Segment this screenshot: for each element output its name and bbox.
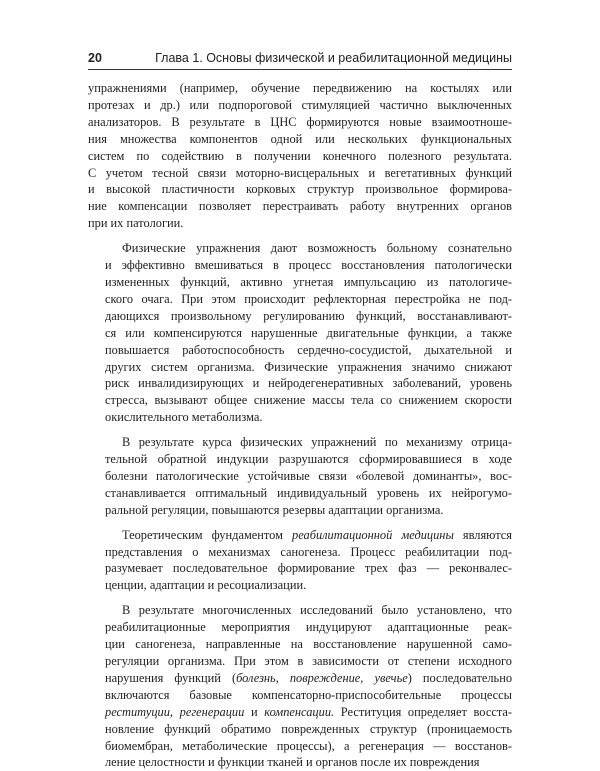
paragraph xyxy=(88,80,512,232)
text-line: С учетом тесной связи моторно-висцеральных и вегетативных функций xyxy=(88,165,512,180)
text-line: ции саногенеза, направленные на восстановление нарушенной само- xyxy=(105,637,512,652)
text-line: ральной регуляции, повышаются резервы адаптации организма. xyxy=(105,502,444,517)
text-line: тельной обратной индукции разрушаются сформировавшиеся в ходе xyxy=(105,452,512,467)
paragraph xyxy=(88,434,512,519)
running-title: Глава 1. Основы физической и реабилитационной медицины xyxy=(155,51,512,65)
page-number: 20 xyxy=(88,51,102,65)
text-line: измененных функций, активно угнетая импульсацию из патологиче- xyxy=(105,274,512,289)
text-line: болезни патологические устойчивые связи «болевой доминанты», вос- xyxy=(105,468,512,483)
paragraph xyxy=(88,602,512,771)
text-body xyxy=(88,80,512,771)
text-line: протезах и др.) или подпороговой стимуляцией частично выключенных xyxy=(88,97,512,112)
text-line: представления о механизмах саногенеза. Процесс реабилитации под- xyxy=(105,544,512,559)
text-line: В результате курса физических упражнений по механизму отрица- xyxy=(122,435,512,450)
text-line: дающихся произвольному регулированию функций, восстанавливают- xyxy=(105,308,512,323)
text-line: станавливается оптимальный индивидуальный уровень их нейрогумо- xyxy=(105,485,512,500)
text-line: ление целостности и функции тканей и органов после их повреждения xyxy=(105,755,480,770)
text-line: реабилитационные мероприятия индуцируют адаптационные реак- xyxy=(105,620,512,635)
text-line: ния множества компонентов одной или нескольких функциональных xyxy=(88,131,512,146)
text-line: реституции, регенерации и компенсации. Реституция определяет восста- xyxy=(105,704,512,719)
text-line: упражнениями (например, обучение передвижению на костылях или xyxy=(88,81,512,95)
page-header xyxy=(88,49,512,70)
text-line: анализаторов. В результате в ЦНС формируются новые взаимоотноше- xyxy=(88,114,512,129)
text-line: ние компенсации позволяет перестраивать работу внутренних органов xyxy=(88,199,512,214)
text-line: нарушения функций (болезнь, повреждение, увечье) последовательно xyxy=(105,670,512,685)
text-line: В результате многочисленных исследований было установлено, что xyxy=(122,603,512,618)
text-line: повышается работоспособность сердечно-сосудистой, дыхательной и xyxy=(105,342,512,357)
text-line: Физические упражнения дают возможность больному сознательно xyxy=(122,241,512,256)
text-line: других систем организма. Физические упражнения значимо снижают xyxy=(105,359,512,374)
text-line: риск инвалидизирующих и нейродегенеративных заболеваний, уровень xyxy=(105,376,512,391)
paragraph xyxy=(88,527,512,595)
text-line: при их патологии. xyxy=(88,216,184,231)
text-line: и высокой пластичности корковых структур произвольное формирова- xyxy=(88,182,512,197)
text-line: регуляции организма. При этом в зависимости от степени исходного xyxy=(105,654,512,668)
text-line: и эффективно вмешиваться в процесс восстановления патологически xyxy=(105,258,512,273)
text-line: ского очага. При этом происходит рефлекторная перестройка не под- xyxy=(105,291,512,306)
paragraph xyxy=(88,240,512,426)
text-line: Теоретическим фундаментом реабилитационной медицины являются xyxy=(122,527,512,542)
text-line: биомембран, метаболические процессы), а регенерация — восстанов- xyxy=(105,738,512,753)
text-line: ценции, адаптации и ресоциализации. xyxy=(105,578,307,593)
text-line: новление функций обратимо поврежденных структур (проницаемость xyxy=(105,721,512,736)
text-line: окислительного метаболизма. xyxy=(105,410,263,425)
text-line: разумевает последовательное формирование трех фаз — реконвалес- xyxy=(105,561,512,576)
text-line: ся или компенсируются нарушенные двигательные функции, а также xyxy=(105,325,512,340)
text-line: систем по содействию в получении конечного полезного результата. xyxy=(88,148,512,163)
text-line: стресса, вызывают общее снижение массы тела со снижением скорости xyxy=(105,393,512,408)
text-line: включаются базовые компенсаторно-приспособительные процессы xyxy=(105,687,512,702)
